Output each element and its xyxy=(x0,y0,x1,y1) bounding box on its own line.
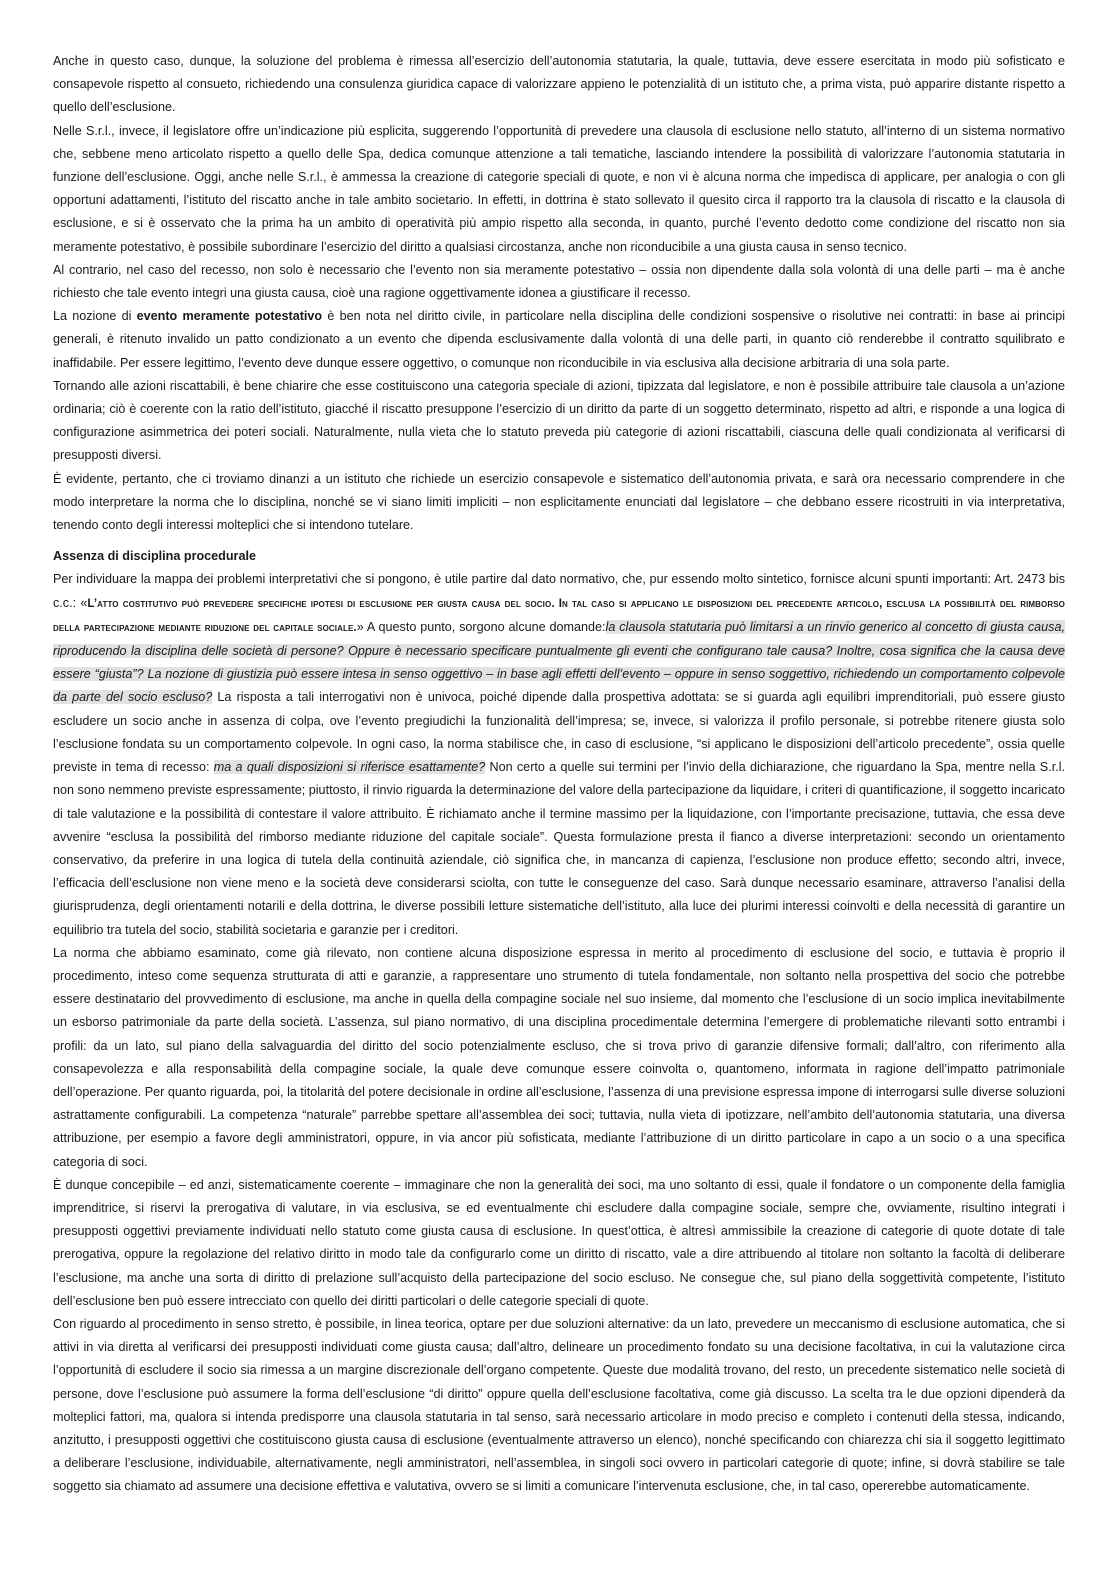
paragraph-4 xyxy=(53,305,1065,375)
highlighted-question-2: ma a quali disposizioni si riferisce esattamente? xyxy=(213,760,486,775)
paragraph-7-questions-lead: » A questo punto, sorgono alcune domande: xyxy=(356,619,606,634)
bold-term: evento meramente potestativo xyxy=(136,309,323,324)
highlighted-questions: la clausola statutaria può limitarsi a un rinvio generico al concetto di giusta causa, riproducendo la disciplina delle società di persone? Oppure è necessario specificare puntualmente gli eventi che configurano tale causa? Inoltre, cosa significa che la causa deve essere “giusta”? La nozione di giustizia può essere intesa in senso oggettivo – in base agli effetti dell’evento – oppure in senso soggettivo, richiedendo un comportamento colpevole da parte del socio escluso? xyxy=(53,619,1065,705)
paragraph-7 xyxy=(53,568,1065,941)
paragraph-8: La norma che abbiamo esaminato, come già rilevato, non contiene alcuna disposizione espressa in merito al procedimento di esclusione del socio, e tuttavia è proprio il procedimento, inteso come sequenza strutturata di atti e garanzie, a rappresentare uno strumento di tutela fondamentale, non soltanto nella prospettiva del socio che potrebbe essere destinatario del provvedimento di esclusione, ma anche in quella della compagine sociale nel suo insieme, dal momento che l’esclusione di un socio implica inevitabilmente un esborso patrimoniale da parte della società. L’assenza, sul piano normativo, di una disciplina procedimentale determina l’emergere di problematiche rilevanti sotto entrambi i profili: da un lato, sul piano della salvaguardia del diritto del socio potenzialmente escluso, che si trova privo di garanzie difensive formali; dall’altro, con riferimento alla consapevolezza e alla responsabilità della compagine sociale, la quale deve comunque essere coinvolta o, quantomeno, informata in ragione dell’impatto patrimoniale dell’operazione. Per quanto riguarda, poi, la titolarità del potere decisionale in ordine all’esclusione, l’assenza di una previsione espressa impone di interrogarsi sulle diverse soluzioni astrattamente configurabili. La competenza “naturale” parrebbe spettare all’assemblea dei soci; tuttavia, nulla vieta di ipotizzare, nell’ambito dell’autonomia statutaria, una diversa attribuzione, per esempio a favore degli amministratori, oppure, in via ancor più sofisticata, mediante l’attribuzione di un diritto particolare in capo a un socio o a una specifica categoria di soci. xyxy=(53,945,1065,1169)
paragraph-7-tail: Non certo a quelle sui termini per l’invio della dichiarazione, che riguardano la Spa, mentre nella S.r.l. non sono nemmeno previste espressamente; piuttosto, il rinvio riguarda la determinazione del valore della partecipazione da liquidare, i criteri di quantificazione, il soggetto incaricato di tale valutazione e la possibilità di contestare il valore attribuito. È richiamato anche il termine massimo per la liquidazione, con l’importante precisazione, tuttavia, che essa deve avvenire “esclusa la possibilità del rimborso mediante riduzione del capitale sociale”. Questa formulazione presta il fianco a diverse interpretazioni: secondo un orientamento conservativo, da preferire in una logica di tutela della continuità aziendale, ciò significa che, in mancanza di capienza, l’esclusione non produce effetto; secondo altri, invece, l’efficacia dell’esclusione non viene meno e la società deve considerarsi sciolta, con tutte le conseguenze del caso. Sarà dunque necessario esaminare, attraverso l’analisi della giurisprudenza, degli orientamenti notarili e della dottrina, le diverse possibili letture sistematiche dell’istituto, alla luce dei plurimi interessi coinvolti e della necessità di garantire un equilibrio tra tutela del socio, stabilità societaria e garanzie per i creditori. xyxy=(53,760,1065,937)
paragraph-4-intro: La nozione di xyxy=(53,309,137,324)
law-quote: L’atto costitutivo può prevedere specifiche ipotesi di esclusione per giusta causa del socio. In tal caso si applicano le disposizioni del precedente articolo, esclusa la possibilità del rimborso della partecipazione mediante riduzione del capitale sociale. xyxy=(53,597,1065,634)
paragraph-10: Con riguardo al procedimento in senso stretto, è possibile, in linea teorica, optare per due soluzioni alternative: da un lato, prevedere un meccanismo di esclusione automatica, che si attivi in via diretta al verificarsi dei presupposti individuati come giusta causa; dall’altro, delineare un procedimento fondato su una decisione facoltativa, in cui la valutazione circa l’opportunità di escludere il socio sia rimessa a un margine discrezionale dell’organo competente. Queste due modalità trovano, del resto, un precedente sistematico nelle società di persone, dove l’esclusione può assumere la forma dell’esclusione “di diritto” oppure quella dell’esclusione facoltativa, come già discusso. La scelta tra le due opzioni dipenderà da molteplici fattori, ma, qualora si intenda predisporre una clausola statutaria in tal senso, sarà necessario articolare in modo preciso e completo i contenuti della stessa, indicando, anzitutto, i presupposti oggettivi che costituiscono giusta causa di esclusione (eventualmente attraverso un elenco), nonché specificando con chiarezza chi sia il soggetto legittimato a deliberare l’esclusione, individuabile, alternativamente, negli amministratori, nell’assemblea, in singoli soci ovvero in particolari categorie di quote; infine, si dovrà stabilire se tale soggetto sia chiamato ad assumere una decisione effettiva e valutativa, ovvero se si limiti a comunicare l’intervenuta esclusione, che, in tal caso, opererebbe automaticamente. xyxy=(53,1316,1065,1494)
paragraph-5: Tornando alle azioni riscattabili, è bene chiarire che esse costituiscono una categoria speciale di azioni, tipizzata dal legislatore, e non è possibile attribuire tale clausola a un’azione ordinaria; ciò è coerente con la ratio dell’istituto, giacché il riscatto presuppone l’esercizio di un diritto da parte di un soggetto determinato, rispetto ad altri, e risponde a una logica di configurazione asimmetrica dei poteri sociali. Naturalmente, nulla vieta che lo statuto preveda più categorie di azioni riscattabili, ciascuna delle quali condizionata al verificarsi di presupposti diversi. xyxy=(53,378,1065,463)
paragraph-7-body: La risposta a tali interrogativi non è univoca, poiché dipende dalla prospettiva adottata: se si guarda agli equilibri imprenditoriali, può essere giusto escludere un socio anche in assenza di colpa, ove l’evento pregiudichi la funzionalità dell’impresa; se, invece, si valorizza il profilo personale, si potrebbe ritenere giusta solo l’esclusione fondata su un comportamento colpevole. In ogni caso, la norma stabilisce che, in caso di esclusione, “si applicano le disposizioni dell’articolo precedente”, ossia quelle previste in tema di recesso: xyxy=(53,690,1065,775)
document-page xyxy=(53,50,1065,1499)
paragraph-1: Anche in questo caso, dunque, la soluzione del problema è rimessa all’esercizio dell’autonomia statutaria, la quale, tuttavia, deve essere esercitata in modo più sofisticato e consapevole rispetto al consueto, richiedendo una consulenza giuridica capace di valorizzare appieno le potenzialità di un istituto che, a prima vista, può apparire distante rispetto a quello dell’esclusione. xyxy=(53,54,1065,115)
paragraph-3: Al contrario, nel caso del recesso, non solo è necessario che l’evento non sia meramente potestativo – ossia non dipendente dalla sola volontà di una delle parti – ma è anche richiesto che tale evento integri una giusta causa, cioè una ragione oggettivamente idonea a giustificare il recesso. xyxy=(53,262,1065,301)
paragraph-2: Nelle S.r.l., invece, il legislatore offre un’indicazione più esplicita, suggerendo l’opportunità di prevedere una clausola di esclusione nello statuto, all’interno di un sistema normativo che, sebbene meno articolato rispetto a quello delle Spa, dedica comunque attenzione a tali tematiche, lasciando intendere la possibilità di valorizzare l’autonomia statutaria in funzione dell’esclusione. Oggi, anche nelle S.r.l., è ammessa la creazione di categorie speciali di quote, e non vi è alcuna norma che impedisca di applicare, per analogia o con gli opportuni adattamenti, l’istituto del riscatto anche in tale ambito societario. In effetti, in dottrina è stato sollevato il quesito circa il rapporto tra la clausola di riscatto e la clausola di esclusione, e si è osservato che la prima ha un ambito di operatività più ampio rispetto alla seconda, in quanto, purché l’evento dedotto come condizione del riscatto non sia meramente potestativo, è possibile subordinare l’esercizio del diritto a qualsiasi circostanza, anche non riconducibile a una giusta causa in senso tecnico. xyxy=(53,123,1065,254)
paragraph-7-intro: Per individuare la mappa dei problemi interpretativi che si pongono, è utile partire dal dato normativo, che, pur essendo molto sintetico, fornisce alcuni spunti importanti: Art. 2473 bis c.c.: « xyxy=(53,572,1065,610)
section-heading: Assenza di disciplina procedurale xyxy=(53,549,256,564)
paragraph-9: È dunque concepibile – ed anzi, sistematicamente coerente – immaginare che non la generalità dei soci, ma uno soltanto di essi, quale il fondatore o un componente della famiglia imprenditrice, si riservi la prerogativa di valutare, in via esclusiva, se ed eventualmente chi escludere dalla compagine sociale, sempre che, ovviamente, risultino integrati i presupposti oggettivi previamente individuati nello statuto come giusta causa di esclusione. In quest’ottica, è altresì ammissibile la creazione di categorie di quote dotate di tale prerogativa, oppure la regolazione del relativo diritto in modo tale da configurarlo come un diritto di riscatto, vale a dire attribuendo al titolare non soltanto la facoltà di deliberare l’esclusione, ma anche una sorta di diritto di prelazione sull’acquisto della partecipazione del socio escluso. Ne consegue che, sul piano della soggettività competente, l’istituto dell’esclusione ben può essere intrecciato con quello dei diritti particolari o delle categorie speciali di quote. xyxy=(53,1177,1065,1308)
paragraph-6: È evidente, pertanto, che ci troviamo dinanzi a un istituto che richiede un esercizio consapevole e sistematico dell’autonomia privata, e sarà ora necessario comprendere in che modo interpretare la norma che lo disciplina, nonché se vi siano limiti impliciti – non esplicitamente enunciati dal legislatore – che debbano essere ricostruiti in via interpretativa, tenendo conto degli interessi molteplici che si intendono tutelare. xyxy=(53,471,1065,533)
paragraph-4-body: è ben nota nel diritto civile, in particolare nella disciplina delle condizioni sospensive o risolutive nei contratti: in base ai principi generali, è ritenuto invalido un patto condizionato a un evento che dipenda esclusivamente dalla volontà di una delle parti, in quanto ciò renderebbe il contratto squilibrato e inaffidabile. Per essere legittimo, l’evento deve dunque essere oggettivo, o comunque non riconducibile in via esclusiva alla decisione arbitraria di una sola parte. xyxy=(53,309,1065,370)
